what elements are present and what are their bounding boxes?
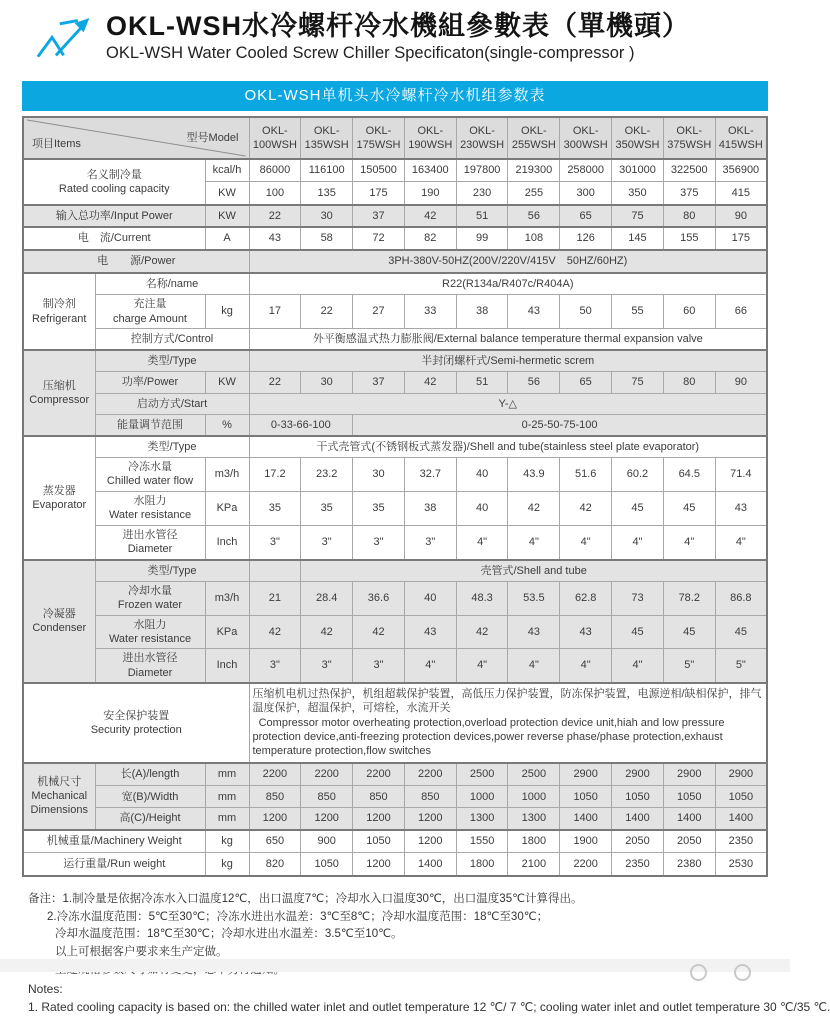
- value-cell: 1050: [560, 786, 612, 808]
- value-cell: 2900: [663, 763, 715, 786]
- value-cell: 1400: [663, 808, 715, 830]
- value-cell: 3": [353, 649, 405, 683]
- value-cell: 17: [249, 295, 301, 329]
- model-header-cell: OKL- 100WSH: [249, 117, 301, 159]
- value-cell: 86000: [249, 159, 301, 182]
- value-cell: 1300: [456, 808, 508, 830]
- table-row: [23, 491, 767, 525]
- value-cell: 3": [301, 525, 353, 559]
- row-label-cell: 长(A)/length: [95, 763, 205, 786]
- value-cell: 4": [456, 525, 508, 559]
- value-cell: 1800: [508, 830, 560, 853]
- value-cell: 301000: [612, 159, 664, 182]
- value-cell: 100: [249, 182, 301, 205]
- model-header-cell: OKL- 190WSH: [404, 117, 456, 159]
- spec-table: [22, 116, 768, 877]
- value-cell: 1200: [404, 808, 456, 830]
- value-cell: 51.6: [560, 457, 612, 491]
- value-cell: 压缩机电机过热保护，机组超载保护装置，高低压力保护装置，防冻保护装置，电源逆相/缺相保护，排气温度保护，超温保护，可熔栓，水流开关 Compressor motor overheating protection,overload protection device unit,hiah and low pressure protection device,anti-freezing protection devices,power reverse phase/phase protection,exhaust temperature protection,flow switches: [249, 683, 767, 763]
- value-cell: 163400: [404, 159, 456, 182]
- table-row: [23, 328, 767, 350]
- value-cell: 55: [612, 295, 664, 329]
- unit-cell: A: [205, 227, 249, 250]
- unit-cell: kg: [205, 830, 249, 853]
- table-row: [23, 786, 767, 808]
- table-row: [23, 683, 767, 763]
- model-header-cell: OKL- 350WSH: [612, 117, 664, 159]
- unit-cell: %: [205, 414, 249, 436]
- value-cell: 2200: [353, 763, 405, 786]
- value-cell: 3": [249, 649, 301, 683]
- value-cell: 1000: [456, 786, 508, 808]
- row-label-cell: 类型/Type: [95, 560, 249, 582]
- value-cell: 4": [456, 649, 508, 683]
- table-row: [23, 205, 767, 227]
- unit-cell: KW: [205, 371, 249, 393]
- table-row: [23, 159, 767, 182]
- value-cell: 72: [353, 227, 405, 250]
- value-cell: 150500: [353, 159, 405, 182]
- row-label-cell: 高(C)/Height: [95, 808, 205, 830]
- table-row: [23, 649, 767, 683]
- items-header-label: 项目Items: [32, 137, 81, 150]
- table-row: [23, 436, 767, 457]
- value-cell: 2200: [249, 763, 301, 786]
- table-row: [23, 853, 767, 876]
- value-cell: 35: [249, 491, 301, 525]
- note-line: 冷却水温度范围：18℃至30℃；冷却水进出水温差：3.5℃至10℃。: [55, 928, 403, 941]
- value-cell: 850: [353, 786, 405, 808]
- cutoff-circle-decoration: [734, 964, 751, 981]
- value-cell: 4": [663, 525, 715, 559]
- value-cell: 27: [353, 295, 405, 329]
- section-label-cell: 冷凝器 Condenser: [23, 560, 95, 683]
- value-cell: 53.5: [508, 582, 560, 616]
- value-cell: 900: [301, 830, 353, 853]
- value-cell: 1200: [404, 830, 456, 853]
- model-header-cell: OKL- 135WSH: [301, 117, 353, 159]
- model-header-label: 型号Model: [186, 131, 239, 144]
- value-cell: 42: [456, 615, 508, 649]
- value-cell: 42: [508, 491, 560, 525]
- value-cell: 1200: [301, 808, 353, 830]
- value-cell: 65: [560, 205, 612, 227]
- value-cell: 116100: [301, 159, 353, 182]
- value-cell: 82: [404, 227, 456, 250]
- value-cell: 5": [715, 649, 767, 683]
- note-line: 2.冷冻水温度范围：5℃至30℃；冷冻水进出水温差：3℃至8℃；冷却水温度范围：18℃至30℃；: [47, 910, 549, 923]
- notes: [28, 891, 830, 1017]
- row-label-cell: 运行重量/Run weight: [23, 853, 205, 876]
- value-cell: 36.6: [353, 582, 405, 616]
- value-cell: 1200: [249, 808, 301, 830]
- model-header-cell: OKL- 255WSH: [508, 117, 560, 159]
- value-cell: 17.2: [249, 457, 301, 491]
- value-cell: 80: [663, 205, 715, 227]
- table-caption-bar: OKL-WSH单机头水冷螺杆冷水机组参数表: [22, 81, 768, 111]
- row-label-cell: 输入总功率/Input Power: [23, 205, 205, 227]
- value-cell: 38: [456, 295, 508, 329]
- value-cell: 37: [353, 205, 405, 227]
- value-cell: Y-△: [249, 393, 767, 414]
- value-cell: 1400: [404, 853, 456, 876]
- value-cell: 4": [560, 649, 612, 683]
- value-cell: 23.2: [301, 457, 353, 491]
- value-cell: 415: [715, 182, 767, 205]
- table-row: [23, 350, 767, 371]
- spec-table-body: [23, 117, 767, 876]
- value-cell: 2500: [508, 763, 560, 786]
- value-cell: 75: [612, 371, 664, 393]
- unit-cell: KW: [205, 205, 249, 227]
- value-cell: 219300: [508, 159, 560, 182]
- value-cell: 43.9: [508, 457, 560, 491]
- value-cell: 190: [404, 182, 456, 205]
- value-cell: 1800: [456, 853, 508, 876]
- value-cell: 21: [249, 582, 301, 616]
- value-cell: 90: [715, 205, 767, 227]
- table-row: [23, 295, 767, 329]
- value-cell: 356900: [715, 159, 767, 182]
- note-line: 备注：1.制冷量是依据冷冻水入口温度12℃，出口温度7℃；冷却水入口温度30℃，出口温度35℃计算得出。: [28, 892, 583, 905]
- value-cell: 30: [301, 205, 353, 227]
- value-cell: 56: [508, 205, 560, 227]
- table-row: [23, 227, 767, 250]
- value-cell: 22: [301, 295, 353, 329]
- value-cell: 33: [404, 295, 456, 329]
- value-cell: 45: [612, 491, 664, 525]
- model-header-cell: OKL- 175WSH: [353, 117, 405, 159]
- row-label-cell: 冷冻水量 Chilled water flow: [95, 457, 205, 491]
- value-cell: 1550: [456, 830, 508, 853]
- section-label-cell: 机械尺寸 Mechanical Dimensions: [23, 763, 95, 830]
- table-row: [23, 808, 767, 830]
- value-cell: 2100: [508, 853, 560, 876]
- row-label-cell: 机械重量/Machinery Weight: [23, 830, 205, 853]
- value-cell: 60.2: [612, 457, 664, 491]
- row-label-cell: 宽(B)/Width: [95, 786, 205, 808]
- value-cell: 108: [508, 227, 560, 250]
- value-cell: 1050: [715, 786, 767, 808]
- value-cell: [249, 560, 301, 582]
- value-cell: 22: [249, 371, 301, 393]
- value-cell: 126: [560, 227, 612, 250]
- value-cell: 壳管式/Shell and tube: [301, 560, 767, 582]
- title-block: [106, 10, 690, 65]
- row-label-cell: 控制方式/Control: [95, 328, 249, 350]
- row-label-cell: 名义制冷量 Rated cooling capacity: [23, 159, 205, 205]
- value-cell: 42: [404, 371, 456, 393]
- row-label-cell: 水阻力 Water resistance: [95, 615, 205, 649]
- section-label-cell: 蒸发器 Evaporator: [23, 436, 95, 559]
- value-cell: 1400: [560, 808, 612, 830]
- value-cell: 1050: [663, 786, 715, 808]
- value-cell: 0-33-66-100: [249, 414, 353, 436]
- value-cell: 2200: [560, 853, 612, 876]
- value-cell: 3": [404, 525, 456, 559]
- row-label-cell: 进出水管径 Diameter: [95, 649, 205, 683]
- value-cell: 2350: [715, 830, 767, 853]
- value-cell: 45: [663, 615, 715, 649]
- value-cell: 135: [301, 182, 353, 205]
- unit-cell: KPa: [205, 615, 249, 649]
- value-cell: 1050: [612, 786, 664, 808]
- table-row: [23, 582, 767, 616]
- unit-cell: mm: [205, 808, 249, 830]
- value-cell: 1900: [560, 830, 612, 853]
- value-cell: 90: [715, 371, 767, 393]
- value-cell: 1200: [353, 808, 405, 830]
- value-cell: 43: [508, 615, 560, 649]
- value-cell: 35: [353, 491, 405, 525]
- value-cell: 51: [456, 205, 508, 227]
- value-cell: 2530: [715, 853, 767, 876]
- value-cell: 4": [715, 525, 767, 559]
- value-cell: 30: [301, 371, 353, 393]
- table-row: [23, 830, 767, 853]
- value-cell: 30: [353, 457, 405, 491]
- value-cell: 64.5: [663, 457, 715, 491]
- unit-cell: Inch: [205, 649, 249, 683]
- value-cell: 2050: [663, 830, 715, 853]
- row-label-cell: 类型/Type: [95, 436, 249, 457]
- value-cell: 1400: [612, 808, 664, 830]
- value-cell: 43: [560, 615, 612, 649]
- table-row: [23, 525, 767, 559]
- row-label-cell: 进出水管径 Diameter: [95, 525, 205, 559]
- table-row: [23, 560, 767, 582]
- value-cell: 71.4: [715, 457, 767, 491]
- value-cell: 半封闭螺杆式/Semi-hermetic screm: [249, 350, 767, 371]
- table-row: [23, 117, 767, 159]
- unit-cell: m3/h: [205, 457, 249, 491]
- value-cell: 40: [456, 491, 508, 525]
- value-cell: 850: [404, 786, 456, 808]
- row-label-cell: 电 源/Power: [23, 250, 249, 273]
- value-cell: 4": [612, 525, 664, 559]
- note-line: 以上可根据客户要求来生产定做。: [55, 946, 228, 959]
- value-cell: 4": [560, 525, 612, 559]
- value-cell: 42: [560, 491, 612, 525]
- table-row: [23, 393, 767, 414]
- value-cell: 850: [249, 786, 301, 808]
- value-cell: 43: [249, 227, 301, 250]
- value-cell: 2350: [612, 853, 664, 876]
- value-cell: R22(R134a/R407c/R404A): [249, 273, 767, 295]
- unit-cell: KPa: [205, 491, 249, 525]
- value-cell: 66: [715, 295, 767, 329]
- row-label-cell: 功率/Power: [95, 371, 205, 393]
- value-cell: 1200: [353, 853, 405, 876]
- value-cell: 1000: [508, 786, 560, 808]
- value-cell: 43: [404, 615, 456, 649]
- value-cell: 48.3: [456, 582, 508, 616]
- page-subtitle: OKL-WSH Water Cooled Screw Chiller Specificaton(single-compressor ): [106, 44, 635, 63]
- brand-arrow-icon: [34, 14, 92, 62]
- row-label-cell: 启动方式/Start: [95, 393, 249, 414]
- value-cell: 2900: [560, 763, 612, 786]
- value-cell: 51: [456, 371, 508, 393]
- value-cell: 350: [612, 182, 664, 205]
- value-cell: 258000: [560, 159, 612, 182]
- value-cell: 43: [715, 491, 767, 525]
- value-cell: 0-25-50-75-100: [353, 414, 767, 436]
- value-cell: 38: [404, 491, 456, 525]
- value-cell: 73: [612, 582, 664, 616]
- value-cell: 2500: [456, 763, 508, 786]
- value-cell: 197800: [456, 159, 508, 182]
- value-cell: 40: [456, 457, 508, 491]
- table-row: [23, 414, 767, 436]
- value-cell: 45: [715, 615, 767, 649]
- value-cell: 5": [663, 649, 715, 683]
- note-line: Notes:: [28, 981, 63, 996]
- unit-cell: m3/h: [205, 582, 249, 616]
- value-cell: 42: [301, 615, 353, 649]
- value-cell: 35: [301, 491, 353, 525]
- model-header-cell: OKL- 300WSH: [560, 117, 612, 159]
- row-label-cell: 冷却水量 Frozen water: [95, 582, 205, 616]
- value-cell: 86.8: [715, 582, 767, 616]
- value-cell: 2380: [663, 853, 715, 876]
- unit-cell: kcal/h: [205, 159, 249, 182]
- value-cell: 850: [301, 786, 353, 808]
- corner-cell: [23, 117, 249, 159]
- value-cell: 80: [663, 371, 715, 393]
- row-label-cell: 名称/name: [95, 273, 249, 295]
- value-cell: 175: [353, 182, 405, 205]
- table-row: [23, 371, 767, 393]
- value-cell: 3": [249, 525, 301, 559]
- value-cell: 37: [353, 371, 405, 393]
- value-cell: 43: [508, 295, 560, 329]
- value-cell: 外平衡感温式热力膨胀阀/External balance temperature thermal expansion valve: [249, 328, 767, 350]
- section-label-cell: 压缩机 Compressor: [23, 350, 95, 436]
- document-header: [0, 0, 790, 65]
- value-cell: 75: [612, 205, 664, 227]
- value-cell: 60: [663, 295, 715, 329]
- page-title: OKL-WSH水冷螺杆冷水機組參數表（單機頭）: [106, 11, 690, 41]
- table-row: [23, 250, 767, 273]
- model-header-cell: OKL- 415WSH: [715, 117, 767, 159]
- value-cell: 375: [663, 182, 715, 205]
- value-cell: 650: [249, 830, 301, 853]
- value-cell: 3": [353, 525, 405, 559]
- cutoff-circle-decoration: [690, 964, 707, 981]
- page-bottom-strip: [0, 959, 790, 972]
- value-cell: 50: [560, 295, 612, 329]
- table-row: [23, 763, 767, 786]
- value-cell: 45: [663, 491, 715, 525]
- value-cell: 干式壳管式(不锈钢板式蒸发器)/Shell and tube(stainless steel plate evaporator): [249, 436, 767, 457]
- value-cell: 1400: [715, 808, 767, 830]
- value-cell: 145: [612, 227, 664, 250]
- value-cell: 56: [508, 371, 560, 393]
- value-cell: 155: [663, 227, 715, 250]
- value-cell: 2200: [404, 763, 456, 786]
- row-label-cell: 能量调节范围: [95, 414, 205, 436]
- value-cell: 175: [715, 227, 767, 250]
- table-row: [23, 273, 767, 295]
- unit-cell: kg: [205, 295, 249, 329]
- unit-cell: kg: [205, 853, 249, 876]
- value-cell: 2200: [301, 763, 353, 786]
- model-header-cell: OKL- 230WSH: [456, 117, 508, 159]
- value-cell: 28.4: [301, 582, 353, 616]
- value-cell: 78.2: [663, 582, 715, 616]
- unit-cell: mm: [205, 763, 249, 786]
- value-cell: 99: [456, 227, 508, 250]
- value-cell: 230: [456, 182, 508, 205]
- value-cell: 45: [612, 615, 664, 649]
- value-cell: 42: [404, 205, 456, 227]
- value-cell: 322500: [663, 159, 715, 182]
- value-cell: 1050: [301, 853, 353, 876]
- value-cell: 4": [612, 649, 664, 683]
- value-cell: 58: [301, 227, 353, 250]
- value-cell: 4": [508, 649, 560, 683]
- value-cell: 42: [353, 615, 405, 649]
- table-row: [23, 457, 767, 491]
- value-cell: 40: [404, 582, 456, 616]
- section-label-cell: 制冷剂 Refrigerant: [23, 273, 95, 351]
- value-cell: 1300: [508, 808, 560, 830]
- value-cell: 3": [301, 649, 353, 683]
- row-label-cell: 安全保护装置 Security protection: [23, 683, 249, 763]
- value-cell: 2050: [612, 830, 664, 853]
- value-cell: 2900: [715, 763, 767, 786]
- value-cell: 820: [249, 853, 301, 876]
- unit-cell: KW: [205, 182, 249, 205]
- row-label-cell: 电 流/Current: [23, 227, 205, 250]
- value-cell: 32.7: [404, 457, 456, 491]
- value-cell: 22: [249, 205, 301, 227]
- value-cell: 1050: [353, 830, 405, 853]
- value-cell: 300: [560, 182, 612, 205]
- value-cell: 62.8: [560, 582, 612, 616]
- row-label-cell: 充注量 charge Amount: [95, 295, 205, 329]
- table-row: [23, 615, 767, 649]
- value-cell: 2900: [612, 763, 664, 786]
- value-cell: 4": [508, 525, 560, 559]
- unit-cell: mm: [205, 786, 249, 808]
- unit-cell: Inch: [205, 525, 249, 559]
- row-label-cell: 类型/Type: [95, 350, 249, 371]
- model-header-cell: OKL- 375WSH: [663, 117, 715, 159]
- value-cell: 3PH-380V-50HZ(200V/220V/415V 50HZ/60HZ): [249, 250, 767, 273]
- value-cell: 4": [404, 649, 456, 683]
- value-cell: 65: [560, 371, 612, 393]
- note-line: 1. Rated cooling capacity is based on: the chilled water inlet and outlet temperature 12 ℃/ 7 ℃; cooling water inlet and outlet temperature 30 ℃/35 ℃.: [28, 1000, 830, 1015]
- row-label-cell: 水阻力 Water resistance: [95, 491, 205, 525]
- value-cell: 42: [249, 615, 301, 649]
- value-cell: 255: [508, 182, 560, 205]
